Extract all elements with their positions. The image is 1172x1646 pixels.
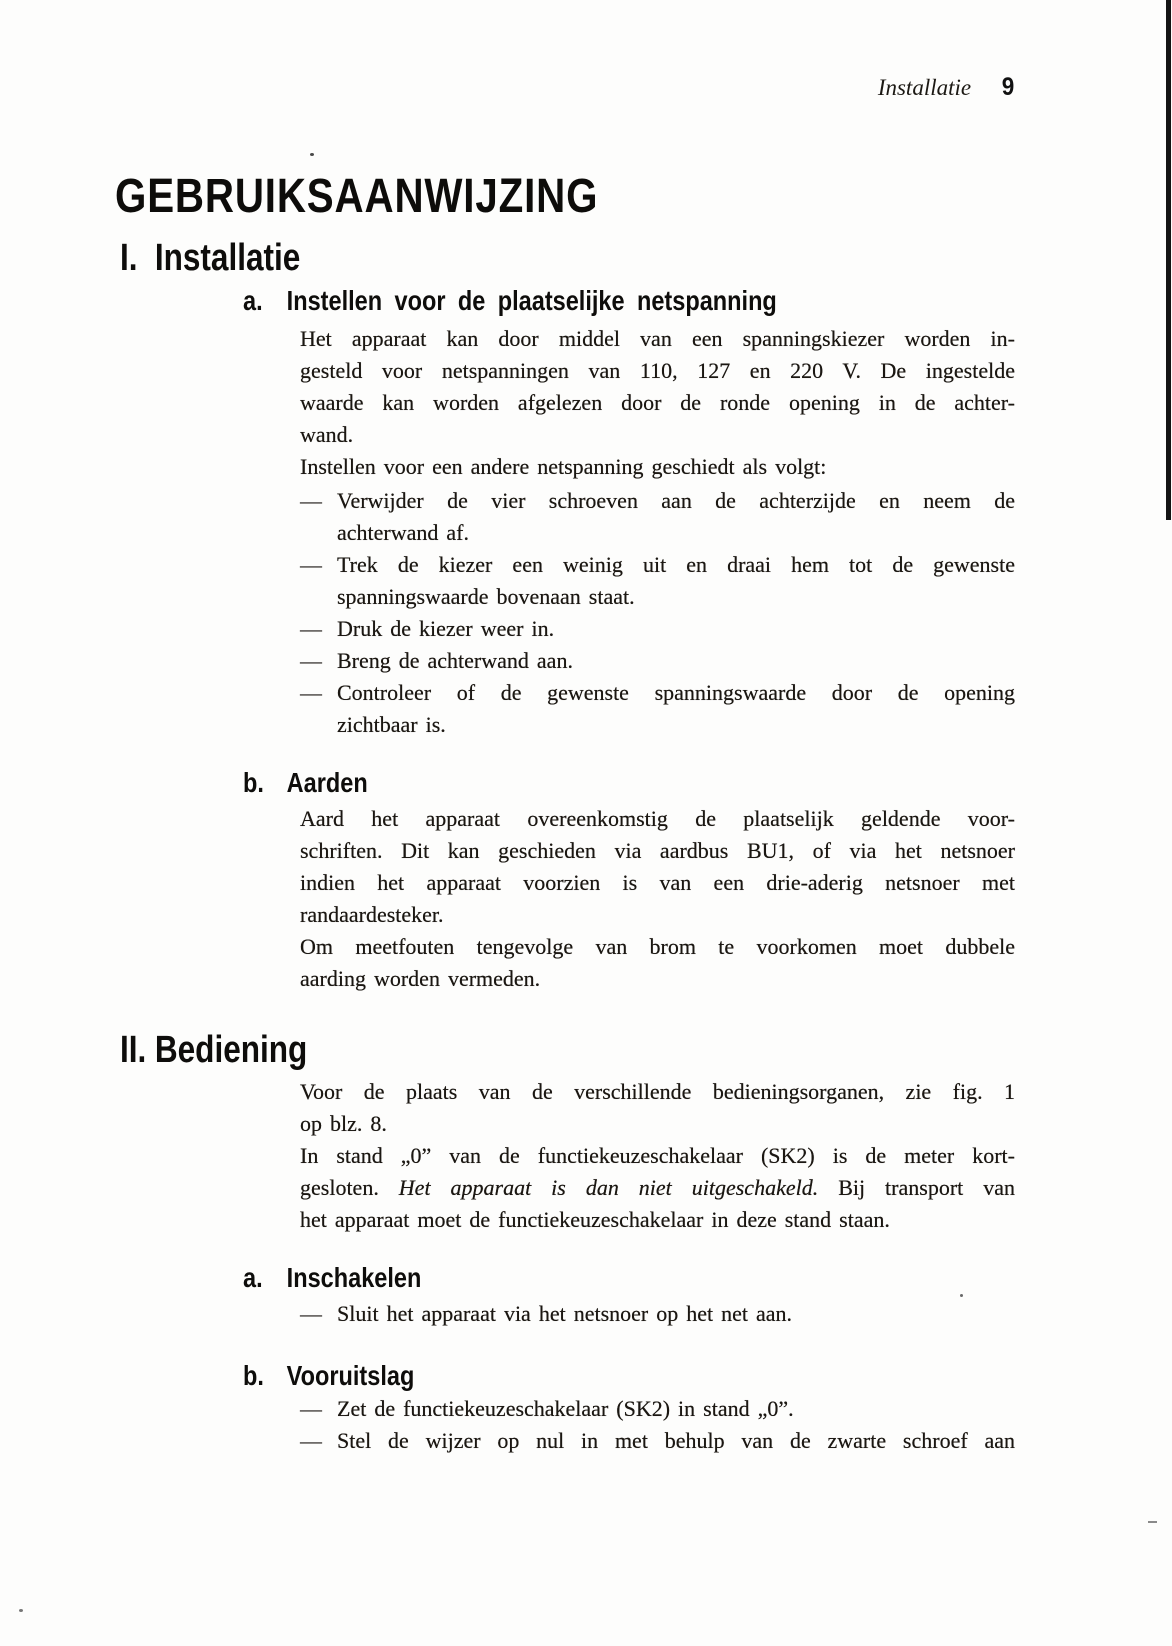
body-line: randaardesteker. (300, 902, 444, 927)
subsection-heading-inschakelen (243, 1261, 1023, 1295)
list-item-line: zichtbaar is. (337, 712, 446, 737)
vooruitslag-list (300, 1393, 1015, 1457)
subsection-letter: b. (243, 767, 264, 798)
dash-marker: — (300, 552, 322, 577)
body-line: Instellen voor een andere netspanning geschiedt als volgt: (300, 454, 827, 479)
body-line: gesteld voor netspanningen van 110, 127 en 220 V. De ingestelde (300, 358, 1015, 383)
dash-marker: — (300, 648, 322, 673)
section-number: II. (120, 1029, 147, 1071)
body-line: In stand „0” van de functiekeuzeschakelaar (SK2) is de meter kort- (300, 1143, 1015, 1168)
subsection-heading-label: Vooruitslag (286, 1360, 415, 1391)
body-line: Aard het apparaat overeenkomstig de plaatselijk geldende voor- (300, 806, 1015, 831)
body-line-mixed (300, 1172, 1015, 1204)
dash-marker: — (300, 1428, 322, 1453)
subsection-heading-aarden (243, 766, 1023, 800)
body-line: het apparaat moet de functiekeuzeschakelaar in deze stand staan. (300, 1207, 890, 1232)
list-item-line: Zet de functiekeuzeschakelaar (SK2) in stand „0”. (337, 1396, 794, 1421)
italic-phrase: Het apparaat is dan niet uitgeschakeld. (398, 1175, 819, 1200)
list-item (300, 485, 1015, 549)
dash-marker: — (300, 1396, 322, 1421)
subsection-heading-netspanning (243, 284, 1023, 318)
body-line: indien het apparaat voorzien is van een drie-aderig netsnoer met (300, 870, 1015, 895)
list-item (300, 1393, 1015, 1425)
list-item (300, 549, 1015, 613)
body-line: op blz. 8. (300, 1111, 387, 1136)
scan-edge-line (1166, 0, 1171, 520)
section-heading-bediening (120, 1027, 993, 1073)
list-item-line: Breng de achterwand aan. (337, 648, 573, 673)
body-line: wand. (300, 422, 354, 447)
list-item-line: Sluit het apparaat via het netsnoer op het net aan. (337, 1301, 793, 1326)
subsection-letter: a. (243, 1262, 263, 1293)
list-item (300, 1298, 1015, 1330)
list-item (300, 1425, 1015, 1457)
list-item (300, 677, 1015, 741)
paragraph-bediening (300, 1076, 1015, 1236)
subsection-letter: b. (243, 1360, 264, 1391)
instruction-list (300, 485, 1015, 741)
body-text-segment: Bij transport van (818, 1175, 1015, 1200)
inschakelen-list (300, 1298, 1015, 1330)
section-heading-label: Installatie (154, 237, 301, 279)
body-line: aarding worden vermeden. (300, 966, 541, 991)
paragraph-netspanning (300, 323, 1015, 483)
list-item-line: Stel de wijzer op nul in met behulp van de zwarte schroef aan (337, 1428, 1015, 1453)
list-item-line: Controleer of de gewenste spanningswaarde door de opening (337, 680, 1015, 705)
running-title: Installatie (877, 75, 972, 100)
page-header (0, 74, 1172, 100)
list-item-line: spanningswaarde bovenaan staat. (337, 584, 635, 609)
body-line: waarde kan worden afgelezen door de ronde opening in de achter- (300, 390, 1015, 415)
scan-speck (1148, 1521, 1157, 1523)
dash-marker: — (300, 488, 322, 513)
list-item (300, 645, 1015, 677)
section-heading-label: Bediening (154, 1029, 308, 1071)
body-text-segment: gesloten. (300, 1175, 399, 1200)
scan-speck (19, 1609, 23, 1612)
scan-speck (960, 1294, 963, 1297)
paragraph-aarden-2 (300, 931, 1015, 995)
subsection-letter: a. (243, 285, 263, 316)
list-item-line: achterwand af. (337, 520, 469, 545)
dash-marker: — (300, 680, 322, 705)
subsection-heading-label: Aarden (286, 767, 368, 798)
page-number: 9 (1001, 73, 1015, 101)
subsection-heading-vooruitslag (243, 1359, 1023, 1393)
list-item (300, 613, 1015, 645)
section-heading-installatie (120, 235, 993, 281)
scan-speck (310, 153, 314, 156)
list-item-line: Druk de kiezer weer in. (337, 616, 555, 641)
subsection-heading-label: Instellen voor de plaatselijke netspanning (286, 285, 777, 316)
section-number: I. (120, 237, 138, 279)
body-line: Het apparaat kan door middel van een spanningskiezer worden in- (300, 326, 1015, 351)
dash-marker: — (300, 1301, 322, 1326)
page-title: GEBRUIKSAANWIJZING (115, 170, 599, 223)
subsection-heading-label: Inschakelen (286, 1262, 422, 1293)
paragraph-aarden-1 (300, 803, 1015, 931)
list-item-line: Verwijder de vier schroeven aan de achterzijde en neem de (337, 488, 1015, 513)
list-item-line: Trek de kiezer een weinig uit en draai hem tot de gewenste (337, 552, 1015, 577)
body-line: Om meetfouten tengevolge van brom te voorkomen moet dubbele (300, 934, 1015, 959)
dash-marker: — (300, 616, 322, 641)
body-line: schriften. Dit kan geschieden via aardbus BU1, of via het netsnoer (300, 838, 1015, 863)
body-line: Voor de plaats van de verschillende bedieningsorganen, zie fig. 1 (300, 1079, 1015, 1104)
